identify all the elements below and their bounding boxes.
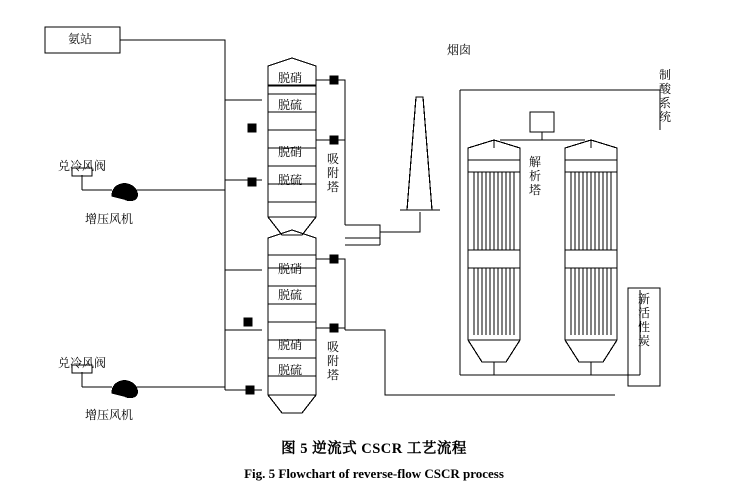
tower2-layer-2: 脱硝 xyxy=(278,338,303,352)
tower1-layer-0: 脱硝 xyxy=(278,71,303,85)
booster-fan-2-label: 增压风机 xyxy=(85,408,134,422)
chimney-shape xyxy=(407,97,432,210)
analysis-tower-label: 解 析 塔 xyxy=(528,155,541,197)
booster-fan-1-label: 增压风机 xyxy=(85,212,134,226)
cold-air-valve-1-label: 兑冷风阀 xyxy=(58,159,107,173)
ammonia-station-label: 氨站 xyxy=(68,32,93,46)
cold-air-valve-2-label: 兑冷风阀 xyxy=(58,356,107,370)
tower1-layer-1: 脱硫 xyxy=(278,98,303,112)
chimney-label: 烟囱 xyxy=(447,43,472,57)
tower2-layers xyxy=(268,268,316,376)
tower2-layer-3: 脱硫 xyxy=(278,363,303,377)
tower2-layer-0: 脱硝 xyxy=(278,262,303,276)
valve-icon xyxy=(330,136,338,144)
figure-caption-en: Fig. 5 Flowchart of reverse-flow CSCR process xyxy=(244,466,504,481)
valve-icon xyxy=(330,76,338,84)
analysis-tower-right-bottom xyxy=(565,340,617,362)
chimney-inlet-duct xyxy=(345,212,420,232)
figure-caption-cn: 图 5 逆流式 CSCR 工艺流程 xyxy=(281,441,467,457)
acid-system-label: 制 酸 系 统 xyxy=(658,68,671,124)
booster-fan-2-icon xyxy=(112,381,137,398)
tower1-layer-3: 脱硫 xyxy=(278,173,303,187)
tower1-layer-2: 脱硝 xyxy=(278,145,303,159)
analysis-tower-right-hatch xyxy=(571,172,611,335)
valve-icon xyxy=(244,318,252,326)
valve-icon xyxy=(246,386,254,394)
tower2-bottom-cone xyxy=(268,395,316,413)
booster-fan-1-icon xyxy=(112,184,137,201)
new-carbon-label: 新 活 性 炭 xyxy=(637,292,650,348)
tower2-layer-1: 脱硫 xyxy=(278,288,303,302)
analysis-tower-left-bottom xyxy=(468,340,520,362)
ammonia-pipe-upper xyxy=(120,40,225,180)
valve-icon xyxy=(248,178,256,186)
adsorption-tower-2-label: 吸 附 塔 xyxy=(326,340,339,382)
tower2-right-duct xyxy=(316,259,345,330)
carbon-hopper xyxy=(530,112,554,132)
valve-icon xyxy=(248,124,256,132)
tower2-top-cone xyxy=(268,230,316,255)
analysis-tower-left-hatch xyxy=(474,172,514,335)
tower1-bottom-cone xyxy=(268,217,316,235)
adsorption-tower-1-label: 吸 附 塔 xyxy=(326,152,339,194)
